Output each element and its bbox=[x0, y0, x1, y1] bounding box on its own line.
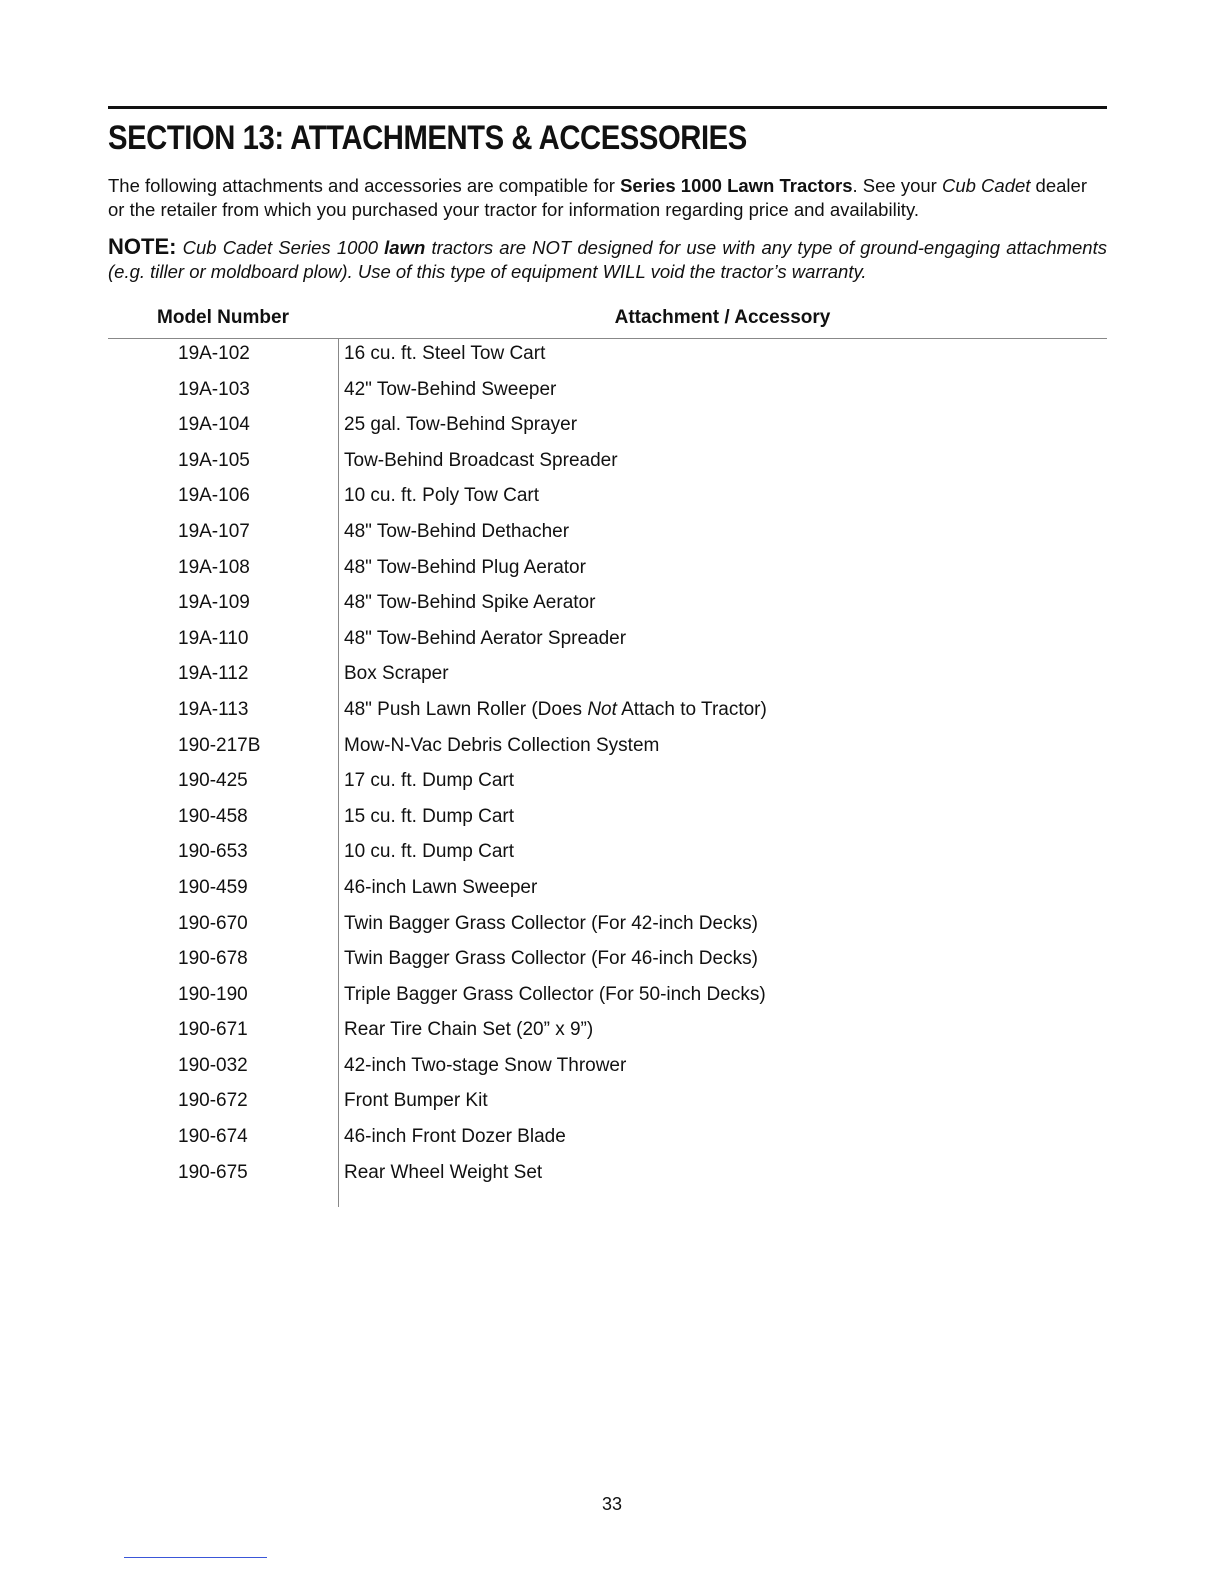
table-row bbox=[108, 481, 1107, 517]
footer-link-underline[interactable] bbox=[124, 1557, 267, 1558]
page-number: 33 bbox=[601, 1494, 623, 1514]
attachment-cell: 10 cu. ft. Dump Cart bbox=[344, 841, 515, 863]
attachment-cell: 10 cu. ft. Poly Tow Cart bbox=[344, 485, 540, 507]
table-row bbox=[108, 1122, 1107, 1158]
attachment-cell bbox=[344, 699, 767, 721]
attachments-table bbox=[108, 302, 1107, 1193]
attachment-text-after: Attach to Tractor) bbox=[616, 698, 767, 720]
table-row bbox=[108, 410, 1107, 446]
model-cell: 19A-105 bbox=[178, 449, 250, 471]
table-row bbox=[108, 980, 1107, 1016]
attachment-text-before: 48" Push Lawn Roller (Does bbox=[344, 698, 588, 720]
model-cell: 19A-112 bbox=[178, 663, 249, 685]
model-cell: 190-674 bbox=[178, 1126, 248, 1148]
table-row bbox=[108, 1051, 1107, 1087]
model-cell: 190-671 bbox=[178, 1019, 248, 1041]
attachment-cell: 46-inch Front Dozer Blade bbox=[344, 1126, 566, 1148]
intro-text-middle: . See your bbox=[852, 175, 942, 196]
header-model-number: Model Number bbox=[157, 307, 289, 328]
model-cell: 19A-107 bbox=[178, 520, 250, 542]
intro-bold-series: Series 1000 Lawn Tractors bbox=[620, 175, 853, 196]
model-cell: 190-032 bbox=[178, 1054, 248, 1076]
attachment-cell: Twin Bagger Grass Collector (For 42-inch Decks) bbox=[344, 912, 758, 934]
attachment-cell: 48" Tow-Behind Aerator Spreader bbox=[344, 627, 627, 649]
table-row bbox=[108, 731, 1107, 767]
model-cell: 19A-103 bbox=[178, 378, 250, 400]
header-attachment: Attachment / Accessory bbox=[614, 307, 831, 328]
model-cell: 19A-108 bbox=[178, 556, 250, 578]
attachment-cell: 17 cu. ft. Dump Cart bbox=[344, 770, 515, 792]
attachment-cell: 15 cu. ft. Dump Cart bbox=[344, 805, 515, 827]
note-text-after: tractors are NOT designed for use with any type of ground-engaging attachments (e.g. tiller or moldboard plow). Use of this type of equipment WILL void the tractor’s warranty. bbox=[108, 237, 1107, 282]
intro-italic-brand: Cub Cadet bbox=[941, 175, 1031, 196]
intro-text-after: dealer or the retailer from which you purchased your tractor for information regarding price and availability. bbox=[108, 175, 1087, 220]
table-row bbox=[108, 624, 1107, 660]
model-cell: 190-458 bbox=[178, 805, 248, 827]
note-bold-lawn: lawn bbox=[384, 237, 426, 258]
model-cell: 190-672 bbox=[178, 1090, 248, 1112]
model-cell: 190-653 bbox=[178, 841, 248, 863]
table-row bbox=[108, 588, 1107, 624]
attachment-cell: Rear Wheel Weight Set bbox=[344, 1161, 543, 1183]
attachment-cell: 25 gal. Tow-Behind Sprayer bbox=[344, 414, 578, 436]
attachment-cell: Box Scraper bbox=[344, 663, 449, 685]
attachment-cell: 48" Tow-Behind Plug Aerator bbox=[344, 556, 586, 578]
model-cell: 19A-102 bbox=[178, 343, 250, 364]
note-body bbox=[108, 237, 1107, 282]
attachment-italic-not: Not bbox=[587, 698, 617, 720]
model-cell: 190-217B bbox=[178, 734, 261, 756]
table-row bbox=[108, 1086, 1107, 1122]
model-cell: 19A-106 bbox=[178, 485, 250, 507]
attachment-cell: 16 cu. ft. Steel Tow Cart bbox=[344, 343, 546, 364]
attachment-cell: Twin Bagger Grass Collector (For 46-inch Decks) bbox=[344, 948, 758, 970]
note-text-before: Cub Cadet Series 1000 bbox=[176, 237, 385, 258]
table-row bbox=[108, 1015, 1107, 1051]
table-row bbox=[108, 339, 1107, 375]
model-cell: 19A-104 bbox=[178, 414, 250, 436]
table-header bbox=[108, 302, 1107, 339]
attachment-cell: Triple Bagger Grass Collector (For 50-inch Decks) bbox=[344, 983, 766, 1005]
attachment-cell: 48" Tow-Behind Spike Aerator bbox=[344, 592, 596, 614]
note-label: NOTE: bbox=[108, 234, 177, 259]
model-cell: 190-670 bbox=[178, 912, 248, 934]
intro-paragraph bbox=[108, 174, 1108, 222]
table-row bbox=[108, 1158, 1107, 1194]
attachment-cell: 48" Tow-Behind Dethacher bbox=[344, 520, 570, 542]
table-row bbox=[108, 553, 1107, 589]
table-row bbox=[108, 446, 1107, 482]
table-row bbox=[108, 944, 1107, 980]
model-cell: 19A-113 bbox=[178, 698, 249, 720]
model-cell: 190-675 bbox=[178, 1161, 248, 1183]
table-row bbox=[108, 802, 1107, 838]
model-cell: 190-678 bbox=[178, 948, 248, 970]
model-cell: 19A-109 bbox=[178, 592, 250, 614]
model-cell: 19A-110 bbox=[178, 627, 249, 649]
model-cell: 190-425 bbox=[178, 770, 248, 792]
attachment-cell: 42-inch Two-stage Snow Thrower bbox=[344, 1054, 627, 1076]
model-cell: 190-190 bbox=[178, 983, 248, 1005]
attachment-cell: Mow-N-Vac Debris Collection System bbox=[344, 734, 660, 756]
table-row bbox=[108, 659, 1107, 695]
table-row bbox=[108, 837, 1107, 873]
table-body bbox=[108, 339, 1107, 1193]
attachment-cell: Tow-Behind Broadcast Spreader bbox=[344, 449, 618, 471]
attachment-cell: 42" Tow-Behind Sweeper bbox=[344, 378, 557, 400]
top-rule bbox=[108, 106, 1107, 109]
attachment-cell: Rear Tire Chain Set (20” x 9”) bbox=[344, 1019, 594, 1041]
section-title: SECTION 13: ATTACHMENTS & ACCESSORIES bbox=[108, 119, 747, 157]
table-row bbox=[108, 695, 1107, 731]
table-row bbox=[108, 909, 1107, 945]
note-paragraph bbox=[108, 235, 1107, 284]
table-row bbox=[108, 766, 1107, 802]
attachment-cell: 46-inch Lawn Sweeper bbox=[344, 876, 538, 898]
table-row bbox=[108, 873, 1107, 909]
intro-text-before: The following attachments and accessories are compatible for bbox=[108, 175, 621, 196]
table-row bbox=[108, 375, 1107, 411]
table-row bbox=[108, 517, 1107, 553]
attachment-cell: Front Bumper Kit bbox=[344, 1090, 488, 1112]
model-cell: 190-459 bbox=[178, 876, 248, 898]
